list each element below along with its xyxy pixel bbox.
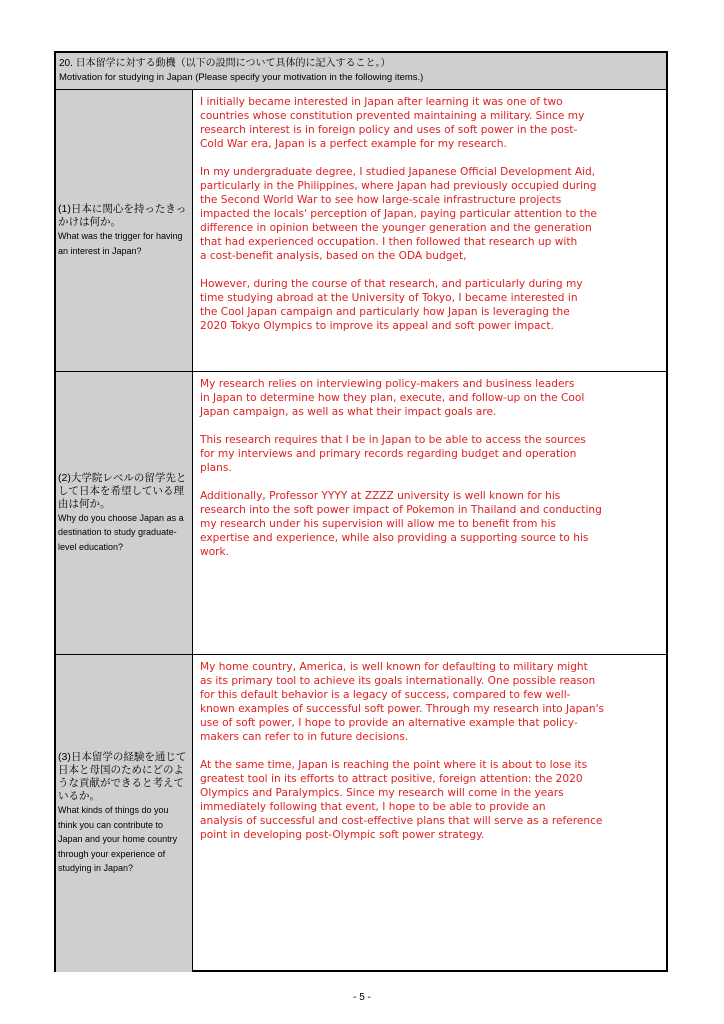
- answer-field[interactable]: [193, 655, 666, 972]
- question-label-en: Why do you choose Japan as a destination to study graduate-level education?: [58, 512, 184, 552]
- answer-field[interactable]: [193, 90, 666, 371]
- question-row-2: [56, 372, 666, 655]
- page-number: - 5 -: [353, 992, 371, 1003]
- answer-paragraph: In my undergraduate degree, I studied Japanese Official Development Aid, particularly in the Philippines, where Japan had previously occupied during the Second World War to see how large-scale infrastructure projects impacted the locals' perception of Japan, paying particular attention to the difference in opinion between the younger generation and the generation that had experienced occupation. I then followed that research up with a cost-benefit analysis, based on the ODA budget,: [200, 166, 597, 262]
- answer-paragraph: My research relies on interviewing policy-makers and business leaders in Japan to determine how they plan, execute, and follow-up on the Cool Japan campaign, as well as what their impact goals are.: [200, 378, 585, 418]
- answer-paragraph: I initially became interested in Japan after learning it was one of two countries whose constitution prevented maintaining a military. Since my research interest is in foreign policy and uses of soft power in the post- Cold War era, Japan is a perfect example for my research.: [200, 96, 585, 150]
- question-label-en: What was the trigger for having an interest in Japan?: [58, 231, 183, 256]
- question-label-en: What kinds of things do you think you can contribute to Japan and your home country through your experience of studying in Japan?: [58, 805, 178, 874]
- question-label-cell: [56, 655, 193, 972]
- answer-paragraph: My home country, America, is well known for defaulting to military might as its primary tool to achieve its goals internationally. One possible reason for this default behavior is a legacy of success, compared to few well- known examples of successful soft power. Through my research into Japan's use of soft power, I hope to provide an alternative example that policy- makers can refer to in future decisions.: [200, 661, 605, 743]
- question-row-1: [56, 90, 666, 372]
- answer-paragraph: At the same time, Japan is reaching the point where it is about to lose its greatest tool in its efforts to attract positive, foreign attention: the 2020 Olympics and Paralympics. Since my research will come in the years immediately following that event, I hope to be able to provide an analysis of successful and cost-effective plans that will serve as a reference point in developing post-Olympic soft power strategy.: [200, 759, 603, 841]
- answer-paragraph: This research requires that I be in Japan to be able to access the sources for my interviews and primary records regarding budget and operation plans.: [200, 434, 586, 474]
- section-title-en: Motivation for studying in Japan (Please specify your motivation in the following items.): [59, 72, 424, 83]
- motivation-form-table: [54, 51, 668, 972]
- section-title-jp: 20. 日本留学に対する動機（以下の設問について具体的に記入すること。）: [59, 58, 391, 69]
- question-label-cell: [56, 372, 193, 654]
- answer-paragraph: However, during the course of that research, and particularly during my time studying abroad at the University of Tokyo, I became interested in the Cool Japan campaign and particularly how Japan is leveraging the 2020 Tokyo Olympics to improve its appeal and soft power impact.: [200, 278, 583, 332]
- question-label-jp: (1)日本に関心を持ったきっかけは何か。: [58, 203, 187, 228]
- question-label-jp: (3)日本留学の経験を通じて日本と母国のためにどのような貢献ができると考えているか。: [58, 751, 187, 803]
- question-row-3: [56, 655, 666, 972]
- question-label-jp: (2)大学院レベルの留学先として日本を希望している理由は何か。: [58, 471, 187, 510]
- answer-field[interactable]: [193, 372, 666, 654]
- answer-paragraph: Additionally, Professor YYYY at ZZZZ university is well known for his research into the soft power impact of Pokemon in Thailand and conducting my research under his supervision will allow me to benefit from his expertise and experience, while also providing a supporting source to his work.: [200, 490, 602, 558]
- question-label-cell: [56, 90, 193, 371]
- section-header: [56, 53, 666, 90]
